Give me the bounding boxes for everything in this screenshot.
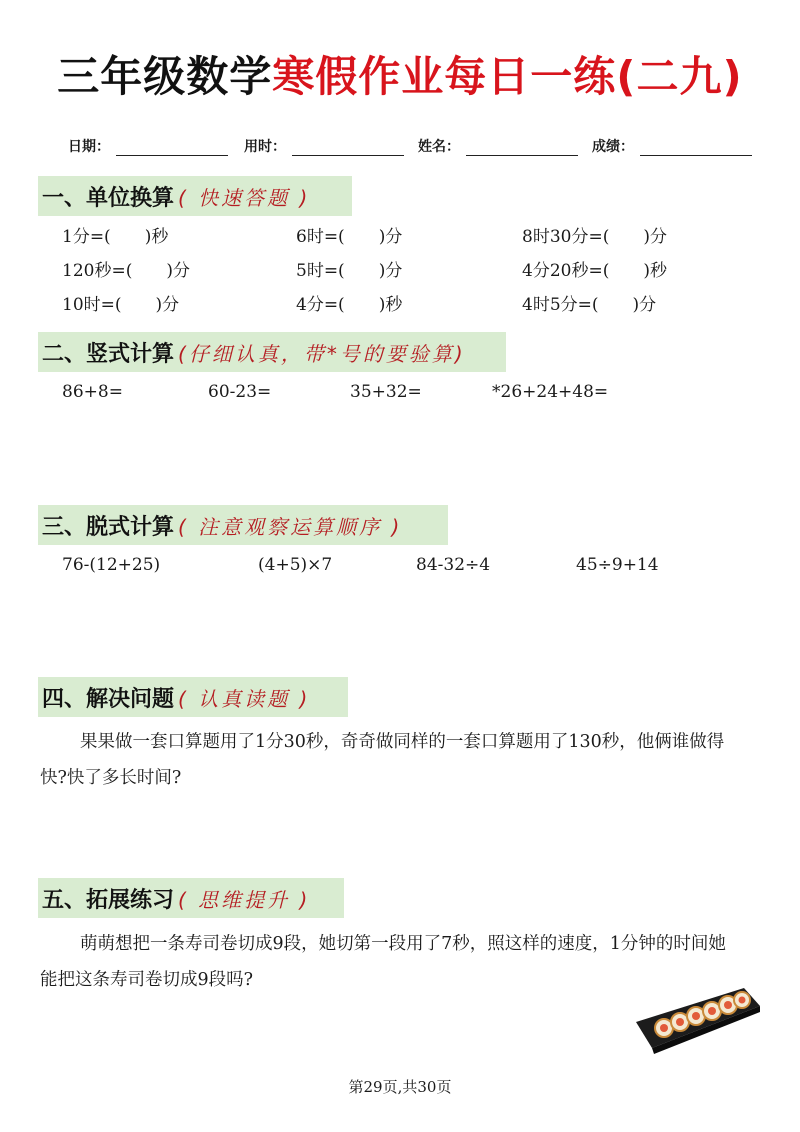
conversion-item: 120秒=( )分 <box>62 261 190 281</box>
student-info-row <box>68 136 758 160</box>
section-hint: (仔细认真，带*号的要验算) <box>178 341 466 366</box>
extension-text: 萌萌想把一条寿司卷切成9段，她切第一段用了7秒，照这样的速度，1分钟的时间她能把这条寿司卷切成9段吗? <box>40 934 726 990</box>
section-title: 四、解决问题 <box>42 686 175 712</box>
section-heading-extension <box>38 878 344 918</box>
conversion-item: 5时=( )分 <box>296 261 403 281</box>
time-label: 用时： <box>244 139 286 155</box>
conversion-item: 8时30分=( )分 <box>522 227 667 247</box>
section-hint: ( 快速答题 ) <box>178 185 311 210</box>
vertical-calc-item: *26+24+48= <box>492 382 609 402</box>
title-red-part: 寒假作业每日一练(二九) <box>272 52 743 101</box>
section-title: 五、拓展练习 <box>42 887 175 913</box>
stepwise-calc-item: 45÷9+14 <box>576 555 659 575</box>
vertical-calc-item: 35+32= <box>350 382 422 402</box>
section-heading-unit-conversion <box>38 176 352 216</box>
conversion-item: 4时5分=( )分 <box>522 295 657 315</box>
conversion-item: 4分=( )秒 <box>296 295 403 315</box>
section-title: 一、单位换算 <box>42 185 175 211</box>
section-title: 三、脱式计算 <box>42 514 175 540</box>
date-label: 日期： <box>68 139 110 155</box>
name-field[interactable] <box>418 136 578 156</box>
score-field[interactable] <box>592 136 752 156</box>
stepwise-calc-item: 76-(12+25) <box>62 555 161 575</box>
section-heading-stepwise-calc <box>38 505 448 545</box>
conversion-item: 6时=( )分 <box>296 227 403 247</box>
score-blank[interactable] <box>640 139 752 156</box>
page-title <box>0 44 800 104</box>
section-heading-problem-solving <box>38 677 348 717</box>
vertical-calc-item: 60-23= <box>208 382 272 402</box>
sushi-plate-image <box>632 984 762 1054</box>
section-hint: ( 注意观察运算顺序 ) <box>178 514 403 539</box>
section-heading-vertical-calc <box>38 332 506 372</box>
conversion-item: 4分20秒=( )秒 <box>522 261 667 281</box>
name-label: 姓名： <box>418 139 460 155</box>
conversion-item: 10时=( )分 <box>62 295 180 315</box>
section-hint: ( 认真读题 ) <box>178 686 311 711</box>
stepwise-calc-item: (4+5)×7 <box>258 555 333 575</box>
stepwise-calc-item: 84-32÷4 <box>416 555 491 575</box>
date-field[interactable] <box>68 136 228 156</box>
time-field[interactable] <box>244 136 404 156</box>
section-title: 二、竖式计算 <box>42 341 175 367</box>
score-label: 成绩： <box>592 139 634 155</box>
date-blank[interactable] <box>116 139 228 156</box>
problem-text: 果果做一套口算题用了1分30秒，奇奇做同样的一套口算题用了130秒，他俩谁做得快?快了多长时间? <box>40 732 725 788</box>
section-hint: ( 思维提升 ) <box>178 887 311 912</box>
title-black-part: 三年级数学 <box>57 52 273 101</box>
conversion-item: 1分=( )秒 <box>62 227 169 247</box>
vertical-calc-item: 86+8= <box>62 382 123 402</box>
page-footer: 第29页,共30页 <box>348 1078 452 1096</box>
name-blank[interactable] <box>466 139 578 156</box>
time-blank[interactable] <box>292 139 404 156</box>
